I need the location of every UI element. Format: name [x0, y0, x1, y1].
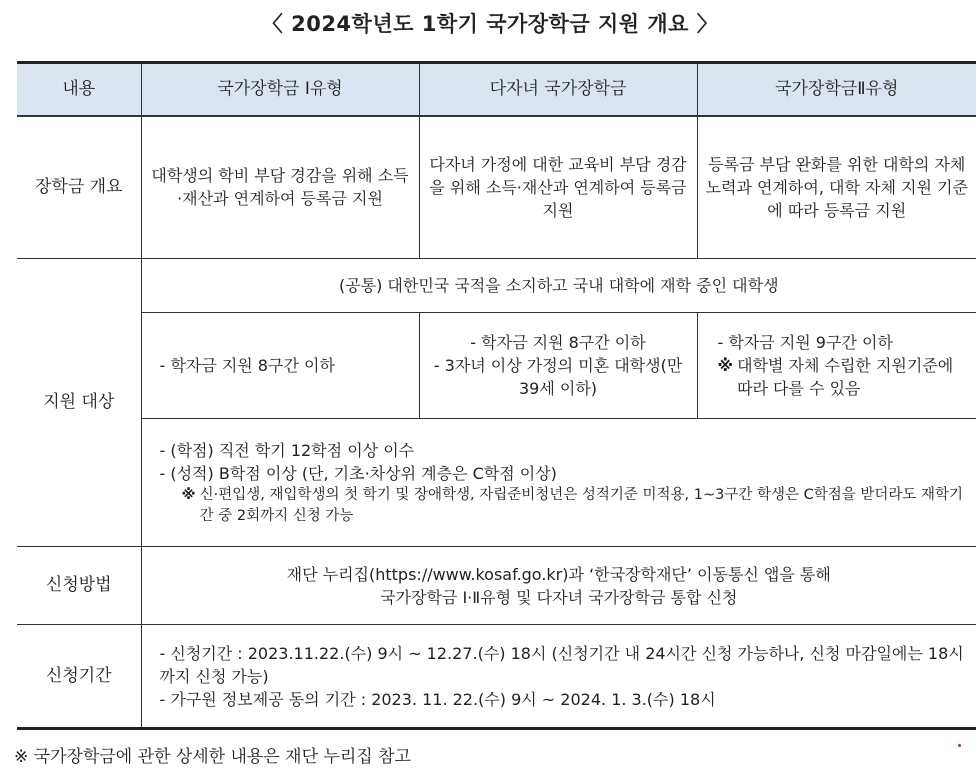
table-header-row: [17, 63, 976, 116]
overview-multichild: 다자녀 가정에 대한 교육비 부담 경감을 위해 소득·재산과 연계하여 등록금 지원: [419, 116, 697, 259]
target-type2-note: [718, 354, 969, 400]
period-content: [141, 625, 976, 729]
overview-type1: 대학생의 학비 부담 경감을 위해 소득·재산과 연계하여 등록금 지원: [141, 116, 419, 259]
method-content: [141, 547, 976, 625]
grade-note-text: 신·편입생, 재입학생의 첫 학기 및 장애학생, 자립준비청년은 성적기준 미적용, 1~3구간 학생은 C학점을 받더라도 재학기간 중 2회까지 신청 가능: [199, 486, 964, 524]
overview-label: 장학금 개요: [17, 116, 141, 259]
target-multichild-item: - 3자녀 이상 가정의 미혼 대학생(만 39세 이하): [433, 356, 683, 398]
note-mark: ※: [181, 486, 196, 503]
target-multichild-item: - 학자금 지원 8구간 이하: [470, 333, 646, 352]
target-common: (공통) 대한민국 국적을 소지하고 국내 대학에 재학 중인 대학생: [141, 259, 976, 313]
note-mark: ※: [717, 356, 734, 375]
target-type1: - 학자금 지원 8구간 이하: [141, 313, 419, 419]
overview-row: [17, 116, 976, 259]
header-multichild: 다자녀 국가장학금: [419, 63, 697, 116]
header-content: 내용: [17, 63, 141, 116]
target-common-row: [17, 259, 976, 313]
target-detail-row: [17, 313, 976, 419]
page-title: 〈 2024학년도 1학기 국가장학금 지원 개요 〉: [261, 12, 719, 36]
method-line: 재단 누리집(https://www.kosaf.go.kr)과 ‘한국장학재단’ 이동통신 앱을 통해: [286, 564, 831, 584]
grade-score-item: - (성적) B학점 이상 (단, 기초·차상위 계층은 C학점 이상): [159, 463, 557, 483]
period-row: [17, 625, 976, 729]
header-type2: 국가장학금Ⅱ유형: [697, 63, 976, 116]
overview-type2: 등록금 부담 완화를 위한 대학의 자체 노력과 연계하여, 대학 자체 지원 기준에 따라 등록금 지원: [697, 116, 976, 259]
target-type2-note-text: 대학별 자체 수립한 지원기준에 따라 다를 수 있음: [737, 356, 954, 398]
decorative-dot: [958, 744, 961, 747]
header-type1: 국가장학금 Ⅰ유형: [141, 63, 419, 116]
period-label: 신청기간: [17, 625, 141, 729]
method-line: 국가장학금 Ⅰ·Ⅱ유형 및 다자녀 국가장학금 통합 신청: [380, 587, 738, 607]
period-line: - 가구원 정보제공 동의 기간 : 2023. 11. 22.(수) 9시 ~ 2024. 1. 3.(수) 18시: [159, 689, 716, 709]
target-type2: [697, 313, 976, 419]
scholarship-table: [17, 61, 976, 730]
method-row: [17, 547, 976, 625]
period-line: - 신청기간 : 2023.11.22.(수) 9시 ~ 12.27.(수) 18시 (신청기간 내 24시간 신청 가능하나, 신청 마감일에는 18시까지 신청 가능): [159, 643, 964, 686]
footnote: ※ 국가장학금에 관한 상세한 내용은 재단 누리집 참고: [14, 747, 411, 767]
target-grade-row: [17, 419, 976, 547]
target-type2-item: - 학자금 지원 9구간 이하: [717, 333, 893, 352]
target-multichild: [419, 313, 697, 419]
target-label: 지원 대상: [17, 259, 141, 547]
method-label: 신청방법: [17, 547, 141, 625]
target-grade: [141, 419, 976, 547]
grade-note: [160, 485, 969, 527]
grade-credit-item: - (학점) 직전 학기 12학점 이상 이수: [159, 440, 415, 460]
